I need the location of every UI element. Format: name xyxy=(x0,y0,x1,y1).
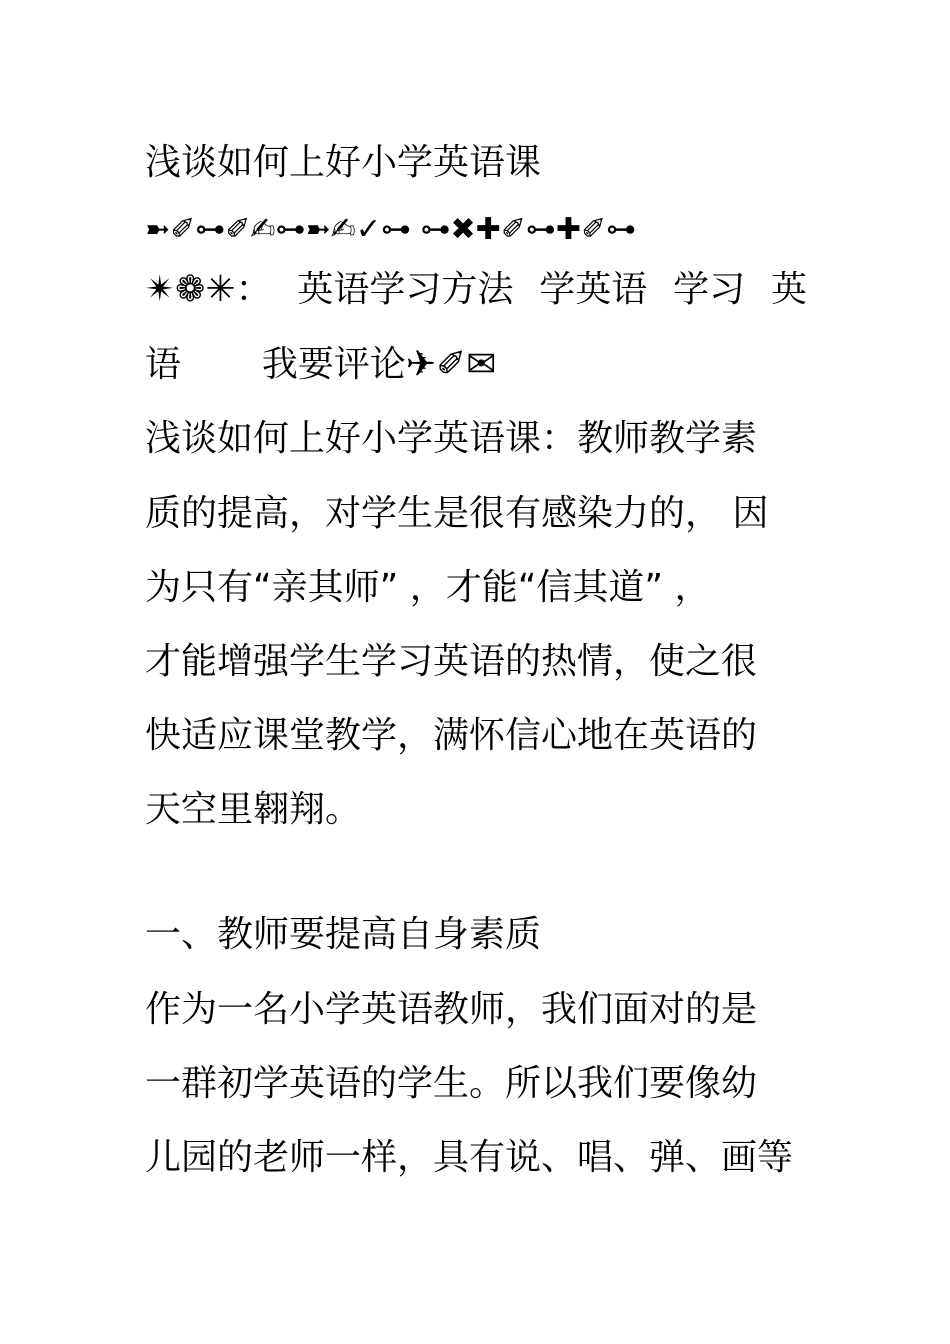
tag-link[interactable]: 英语学习方法 xyxy=(297,269,514,310)
paragraph-line: 质的提高，对学生是很有感染力的， 因 xyxy=(145,493,769,534)
document-title: 浅谈如何上好小学英语课 xyxy=(145,142,542,183)
tags-line xyxy=(145,265,807,315)
tags-prefix: ✴❁✳： xyxy=(145,269,272,310)
paragraph-line: 一群初学英语的学生。所以我们要像幼 xyxy=(145,1063,758,1104)
tag-link[interactable]: 学英语 xyxy=(539,269,648,310)
tag-link[interactable]: 英 xyxy=(770,269,807,310)
paragraph-line: 快适应课堂教学，满怀信心地在英语的 xyxy=(145,715,758,756)
tag-link[interactable]: 学习 xyxy=(673,269,746,310)
paragraph-line: 才能增强学生学习英语的热情，使之很 xyxy=(145,641,758,682)
paragraph-line: 儿园的老师一样，具有说、唱、弹、画等 xyxy=(145,1137,794,1178)
paragraph-line: 天空里翱翔。 xyxy=(145,789,362,830)
tags-continuation-line xyxy=(145,340,807,390)
tag-link-continuation[interactable]: 语 xyxy=(145,344,182,385)
paragraph-line: 为只有“亲其师” ，才能“信其道” ， xyxy=(145,567,711,608)
paragraph-line: 浅谈如何上好小学英语课：教师教学素 xyxy=(145,418,758,459)
section-heading: 一、教师要提高自身素质 xyxy=(145,914,542,955)
symbol-line: ➼✐⊶✐✍⊶➼✍✓⊶ ⊶✖✚✐⊶✚✐⊶ xyxy=(145,212,637,247)
paragraph-line: 作为一名小学英语教师，我们面对的是 xyxy=(145,989,758,1030)
comment-link[interactable]: 我要评论✈✐✉ xyxy=(261,344,497,385)
